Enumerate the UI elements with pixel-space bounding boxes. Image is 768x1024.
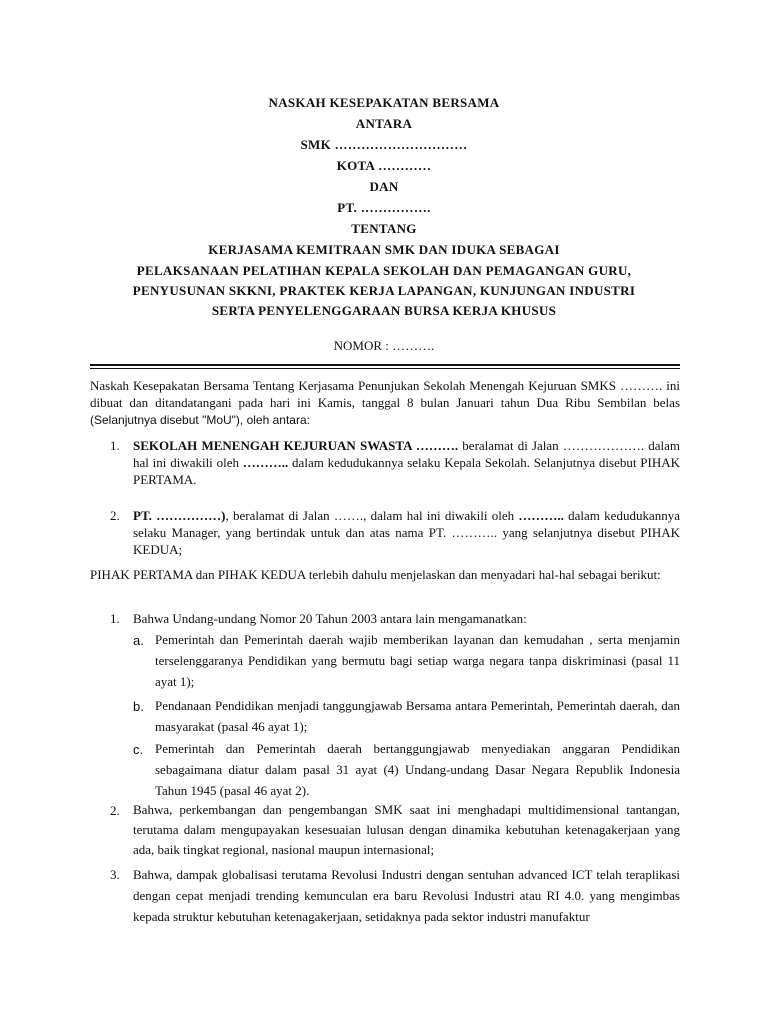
intro-paragraph (90, 377, 680, 429)
recital-intro: PIHAK PERTAMA dan PIHAK KEDUA terlebih dahulu menjelaskan dan menyadari hal-hal sebagai berikut: (90, 567, 661, 582)
header-divider (90, 364, 680, 369)
title-line: NASKAH KESEPAKATAN BERSAMA (268, 95, 500, 110)
title-line: SMK ………………………… (300, 137, 468, 152)
title-line: ANTARA (355, 116, 413, 131)
subitem-letter: c. (133, 742, 144, 757)
subitem-letter: a. (133, 633, 144, 648)
title-line: PT. ……………. (337, 200, 431, 215)
party-representative: ……….. (518, 508, 564, 523)
recital-text: Bahwa, dampak globalisasi terutama Revolusi Industri dengan sentuhan advanced ICT telah teraplikasi dengan cepat menjadi trending kemunculan era baru Revolusi Industri atau RI 4.0. yang mengimbas kepada struktur kebutuhan ketenagakerjaan, setidaknya pada sektor industri manufaktur (133, 867, 680, 924)
subitem-text: Pemerintah dan Pemerintah daerah wajib memberikan layanan dan kemudahan , serta menjamin terselenggaranya Pendidikan yang bermutu bagi setiap warga negara tanpa diskriminasi (pasal 11 ayat 1); (155, 632, 680, 689)
party-number: 2. (110, 508, 120, 523)
party-representative: ……….. (242, 455, 289, 470)
subitem-text: Pendanaan Pendidikan menjadi tanggungjawab Bersama antara Pemerintah, Pemerintah daerah, dan masyarakat (pasal 46 ayat 1); (155, 698, 680, 734)
title-line: KERJASAMA KEMITRAAN SMK DAN IDUKA SEBAGAI (208, 242, 560, 257)
party-number: 1. (110, 438, 120, 453)
recital-text: Bahwa, perkembangan dan pengembangan SMK saat ini menghadapi multidimensional tantangan, terutama dalam mengupayakan kesesuaian lulusan dengan dinamika kebutuhan ketenagakerjaan yang ada, baik tingkat regional, nasional maupun internasional; (133, 802, 680, 857)
subitem-text: Pemerintah dan Pemerintah daerah bertanggungjawab menyediakan anggaran Pendidikan sebagaimana diatur dalam pasal 31 ayat (4) Undang-undang Dasar Negara Republik Indonesia Tahun 1945 (pasal 46 ayat 2). (155, 741, 680, 798)
title-line: DAN (369, 179, 399, 194)
title-line: KOTA ………… (336, 158, 432, 173)
title-line: PELAKSANAAN PELATIHAN KEPALA SEKOLAH DAN PEMAGANGAN GURU, (136, 263, 632, 278)
recital-number: 1. (110, 611, 120, 626)
title-line: SERTA PENYELENGGARAAN BURSA KERJA KHUSUS (211, 303, 557, 318)
subitem-letter: b. (133, 699, 144, 714)
party-text: beralamat di Jalan ………………. dalam hal ini diwakili oleh (133, 438, 680, 470)
recital-number: 2. (110, 803, 120, 818)
party-first (133, 437, 680, 488)
party-second-name: PT. ……………) (133, 508, 226, 523)
document-number: NOMOR : ………. (333, 338, 435, 353)
party-second (133, 507, 680, 558)
party-first-name: SEKOLAH MENENGAH KEJURUAN SWASTA ………. (133, 438, 459, 453)
document-title-block (90, 92, 678, 321)
party-text: , beralamat di Jalan ……., dalam hal ini diwakili oleh (225, 508, 519, 523)
title-line: TENTANG (351, 221, 417, 236)
party-text: dalam kedudukannya selaku Kepala Sekolah. Selanjutnya disebut PIHAK PERTAMA. (133, 455, 680, 487)
recital-number: 3. (110, 867, 120, 882)
title-line: PENYUSUNAN SKKNI, PRAKTEK KERJA LAPANGAN, KUNJUNGAN INDUSTRI (132, 283, 636, 298)
intro-text: Naskah Kesepakatan Bersama Tentang Kerjasama Penunjukan Sekolah Menengah Kejuruan SMKS ………. ini dibuat dan ditandatangani pada hari ini Kamis, tanggal 8 bulan Januari tahun Dua Ribu Sembilan belas (90, 378, 680, 410)
party-text: dalam kedudukannya selaku Manager, yang bertindak untuk dan atas nama PT. ……….. yang selanjutnya disebut PIHAK KEDUA; (133, 508, 680, 557)
recital-text: Bahwa Undang-undang Nomor 20 Tahun 2003 antara lain mengamanatkan: (133, 611, 527, 626)
intro-tail: (Selanjutnya disebut "MoU"), oleh antara: (90, 413, 310, 427)
